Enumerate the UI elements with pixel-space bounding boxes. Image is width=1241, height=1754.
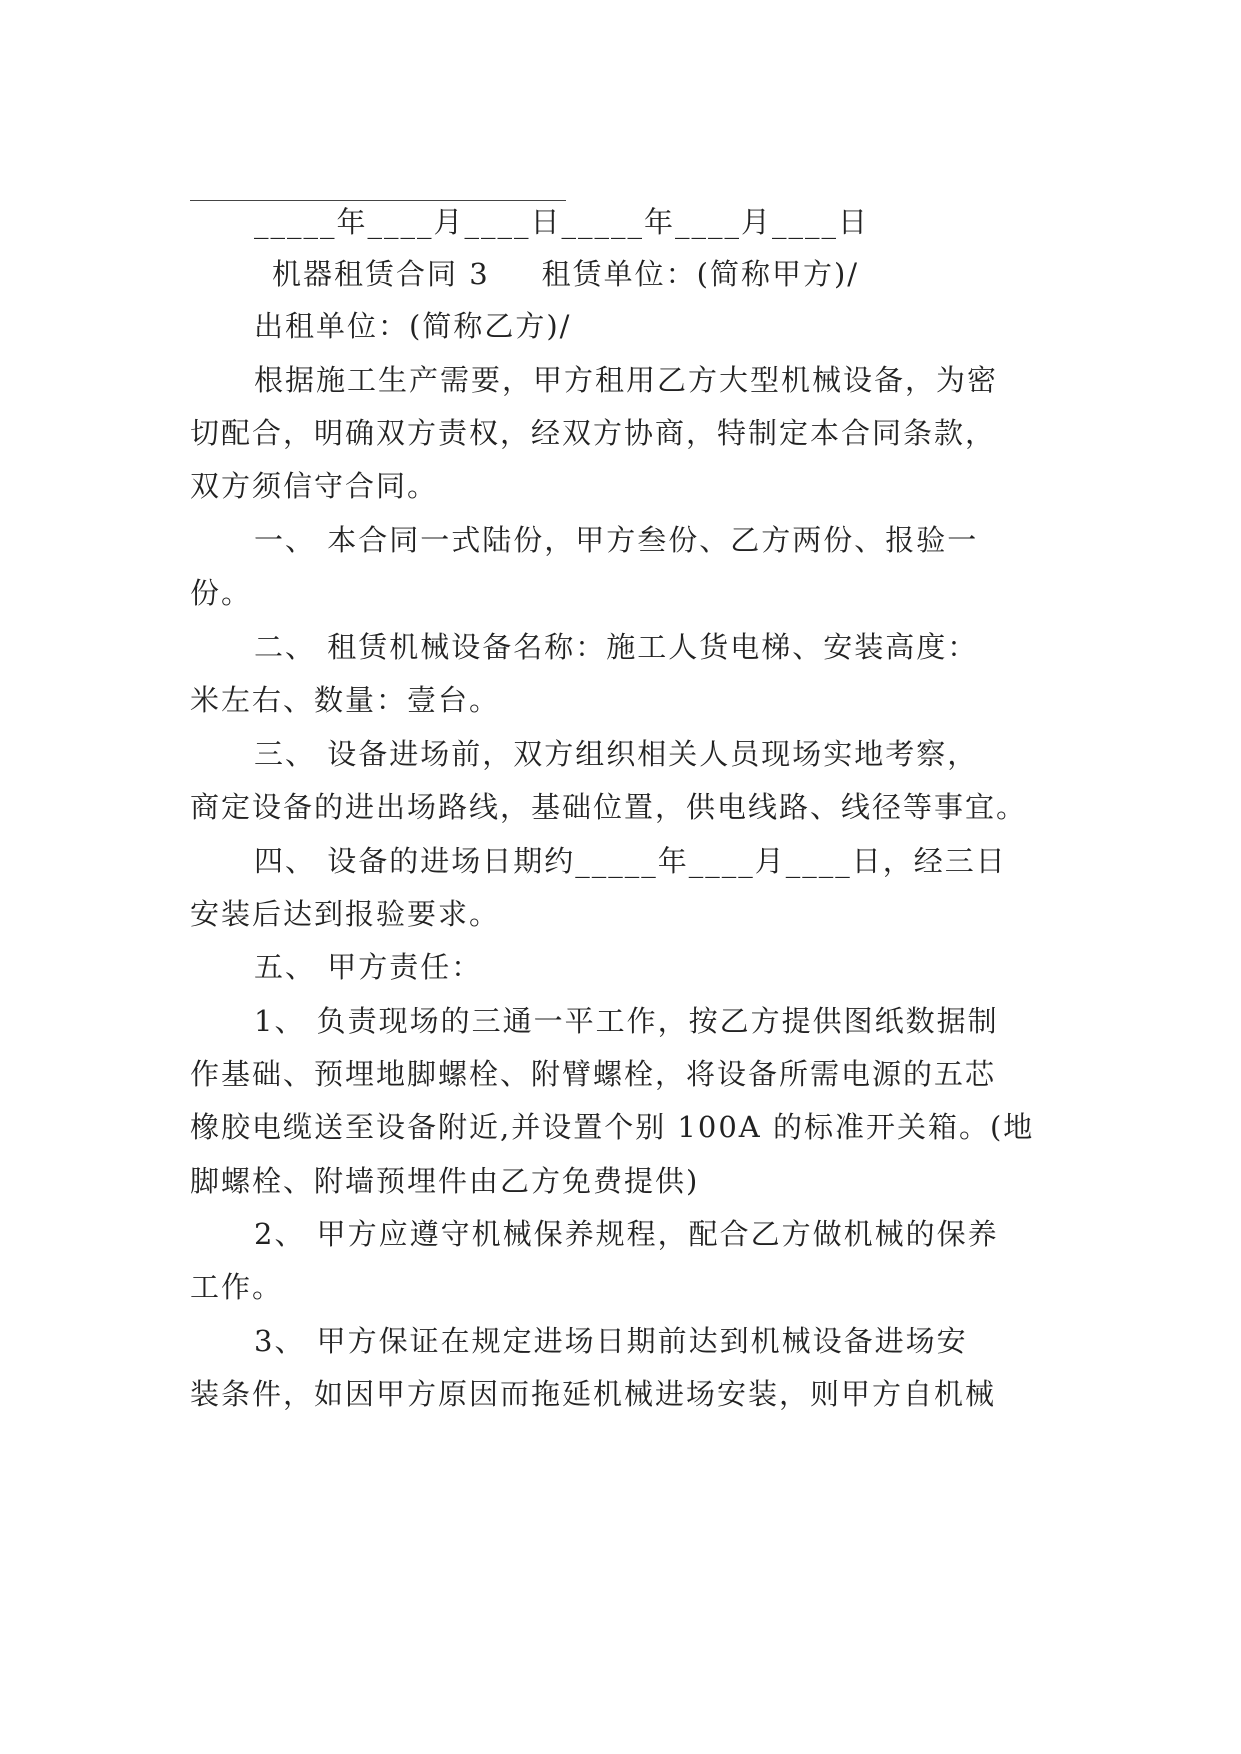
title-line <box>272 254 1132 294</box>
item-2-line-1: 2、 甲方应遵守机械保养规程，配合乙方做机械的保养 <box>254 1217 999 1251</box>
clause-1-line-2: 份。 <box>190 576 253 610</box>
intro-line-2: 切配合，明确双方责权，经双方协商，特制定本合同条款， <box>190 416 997 450</box>
clause-4-line-2: 安装后达到报验要求。 <box>190 897 501 931</box>
clause-4-line-1: 四、 设备的进场日期约_____年____月____日，经三日 <box>254 844 1007 878</box>
clause-5-heading: 五、 甲方责任： <box>254 950 483 984</box>
top-divider-line <box>190 200 566 201</box>
item-1-line-3: 橡胶电缆送至设备附近,并设置个别 100A 的标准开关箱。(地 <box>190 1110 1035 1144</box>
item-1-line-2: 作基础、预埋地脚螺栓、附臂螺栓，将设备所需电源的五芯 <box>190 1057 997 1091</box>
lessee-label: 租赁单位：(简称甲方)/ <box>541 257 860 291</box>
item-3-line-2: 装条件，如因甲方原因而拖延机械进场安装，则甲方自机械 <box>190 1377 997 1411</box>
clause-3-line-2: 商定设备的进出场路线，基础位置，供电线路、线径等事宜。 <box>190 790 1028 824</box>
contract-title: 机器租赁合同 3 <box>272 257 490 291</box>
clause-2-line-2: 米左右、数量：壹台。 <box>190 683 501 717</box>
item-3-line-1: 3、 甲方保证在规定进场日期前达到机械设备进场安 <box>254 1324 968 1358</box>
item-1-line-4: 脚螺栓、附墙预埋件由乙方免费提供) <box>190 1164 700 1198</box>
clause-2-line-1: 二、 租赁机械设备名称：施工人货电梯、安装高度： <box>254 630 979 664</box>
clause-3-line-1: 三、 设备进场前，双方组织相关人员现场实地考察， <box>254 737 979 771</box>
intro-line-3: 双方须信守合同。 <box>190 469 439 503</box>
intro-line-1: 根据施工生产需要，甲方租用乙方大型机械设备，为密 <box>254 363 999 397</box>
date-line: _____年____月____日_____年____月____日 <box>254 205 870 239</box>
item-1-line-1: 1、 负责现场的三通一平工作，按乙方提供图纸数据制 <box>254 1004 999 1038</box>
item-2-line-2: 工作。 <box>190 1270 284 1304</box>
clause-1-line-1: 一、 本合同一式陆份，甲方叁份、乙方两份、报验一 <box>254 523 979 557</box>
lessor-label: 出租单位：(简称乙方)/ <box>254 309 572 343</box>
